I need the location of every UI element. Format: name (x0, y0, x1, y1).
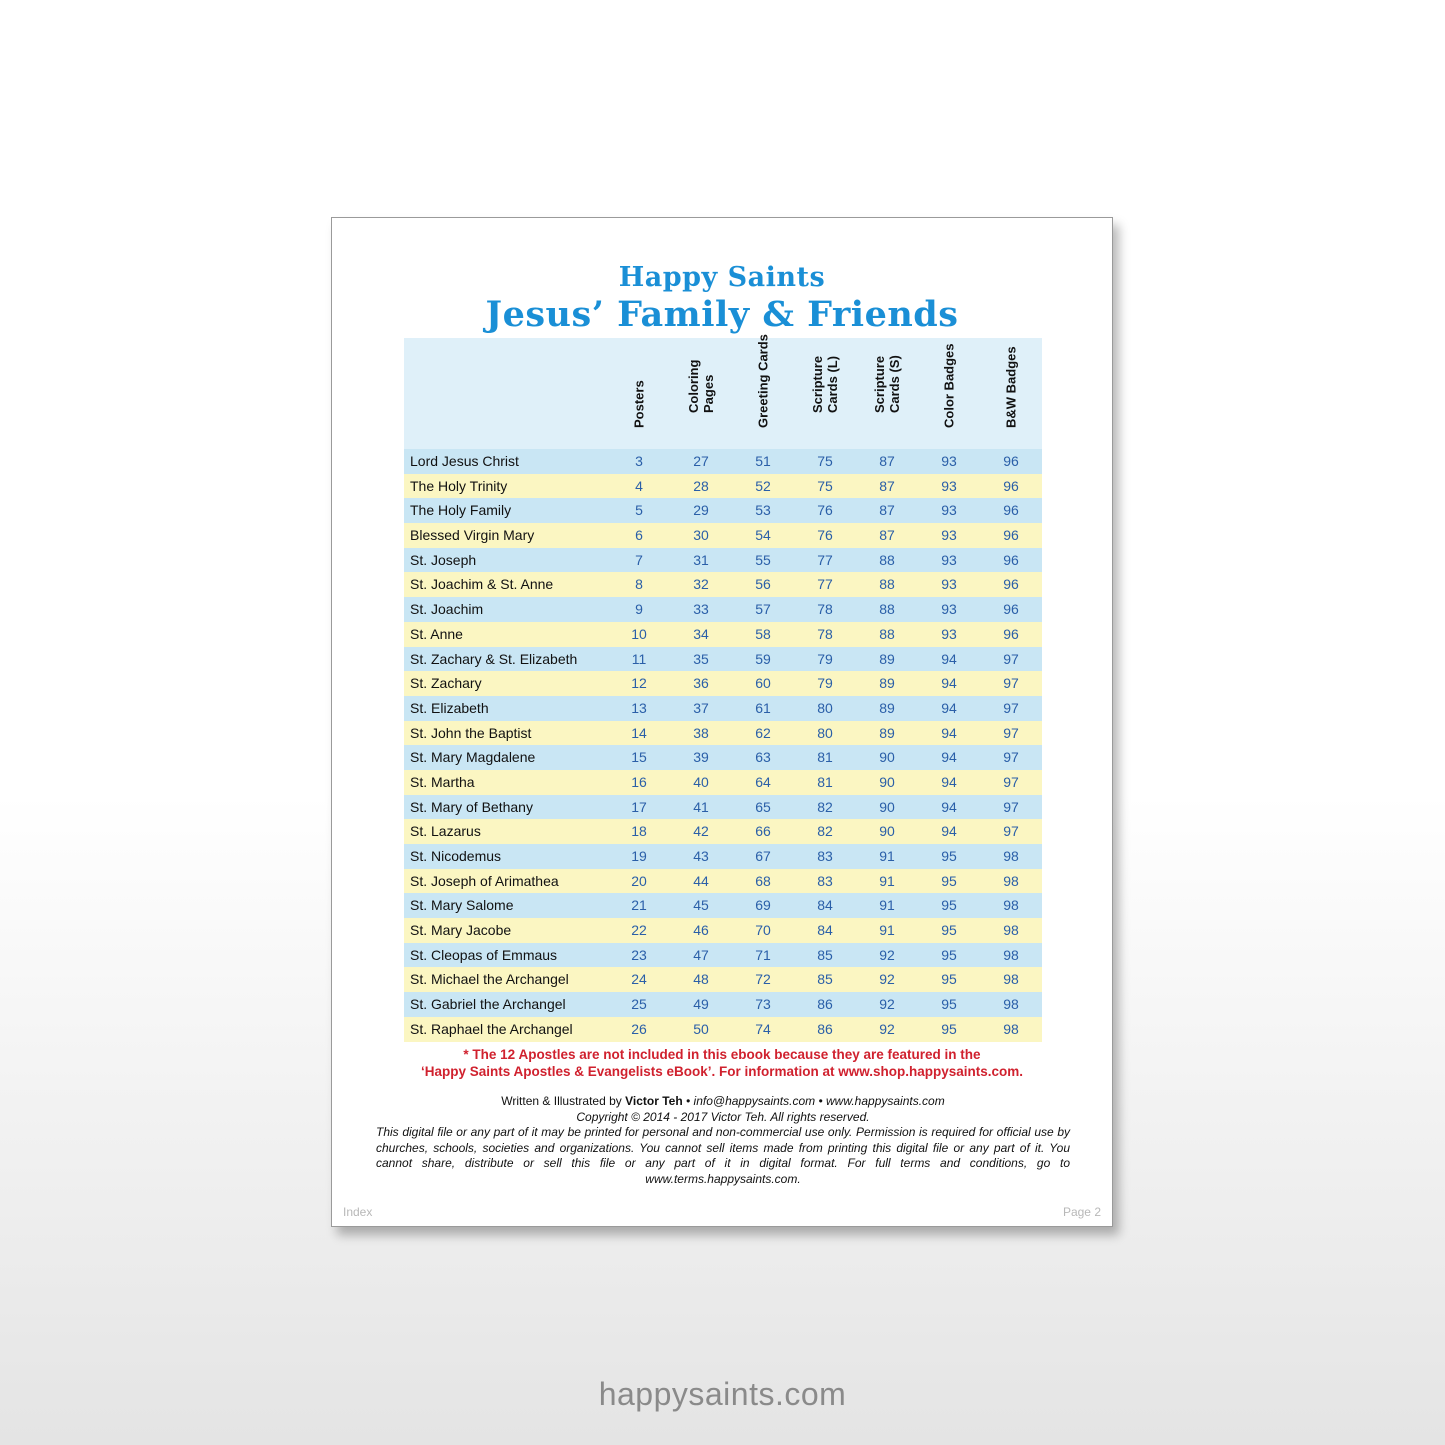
page-number-cell: 96 (1003, 527, 1019, 544)
saint-name: Blessed Virgin Mary (410, 527, 535, 544)
page-number-cell: 96 (1003, 576, 1019, 593)
page-number-cell: 93 (941, 453, 957, 469)
table-row (404, 869, 1042, 894)
page-number-cell: 84 (817, 922, 833, 939)
page-number-cell: 87 (879, 477, 895, 494)
page-number-cell: 82 (817, 823, 833, 840)
page-number-cell: 96 (1003, 601, 1019, 618)
page-number-cell: 89 (879, 675, 895, 692)
page-number-cell: 77 (817, 576, 833, 593)
page-number-cell: 93 (941, 601, 957, 618)
saint-name: St. Mary of Bethany (410, 798, 533, 815)
page-number-cell: 39 (693, 749, 709, 766)
table-row (404, 572, 1042, 597)
page-number-cell: 95 (941, 946, 957, 963)
table-row (404, 770, 1042, 795)
table-row (404, 745, 1042, 770)
saint-name: St. Elizabeth (410, 699, 489, 716)
saint-name: Lord Jesus Christ (410, 453, 519, 469)
page-number-cell: 93 (941, 527, 957, 544)
page-number-cell: 97 (1003, 699, 1019, 716)
page-number-cell: 36 (693, 675, 709, 692)
author-line (376, 1094, 1070, 1110)
page-number-cell: 80 (817, 724, 833, 741)
page-number-cell: 42 (693, 823, 709, 840)
column-header-label: Coloring Pages (686, 359, 716, 413)
page-number-cell: 44 (693, 872, 709, 889)
page-number-cell: 93 (941, 625, 957, 642)
page-number-cell: 76 (817, 502, 833, 519)
page-number-cell: 90 (879, 773, 895, 790)
column-header (939, 337, 959, 443)
page-number-cell: 91 (879, 848, 895, 864)
saint-name: St. Gabriel the Archangel (410, 996, 566, 1013)
page-number-cell: 94 (941, 749, 957, 766)
page-number-cell: 95 (941, 1020, 957, 1037)
page-number-cell: 95 (941, 996, 957, 1013)
page-number-cell: 15 (631, 749, 647, 766)
site-watermark: happysaints.com (598, 1376, 847, 1412)
page-number-cell: 94 (941, 699, 957, 716)
column-header (872, 337, 902, 443)
page-title: Jesus’ Family & Friends (485, 294, 959, 335)
page-number-cell: 66 (755, 823, 771, 840)
page-number-cell: 60 (755, 675, 771, 692)
page-number-cell: 76 (817, 527, 833, 544)
page-number-cell: 82 (817, 798, 833, 815)
page-number-cell: 20 (631, 872, 647, 889)
table-row (404, 819, 1042, 844)
page-number-cell: 98 (1003, 996, 1019, 1013)
page-number-cell: 83 (817, 872, 833, 889)
index-table (404, 334, 1042, 1042)
saint-name: The Holy Trinity (410, 477, 508, 494)
page-number-cell: 10 (631, 625, 647, 642)
page-number-cell: 93 (941, 551, 957, 568)
page-number-cell: 98 (1003, 922, 1019, 939)
page-number-cell: 21 (631, 897, 647, 914)
page-number-cell: 63 (755, 749, 771, 766)
page-number-cell: 78 (817, 625, 833, 642)
page-number-cell: 4 (635, 477, 643, 494)
page-number-cell: 95 (941, 872, 957, 889)
page-number-cell: 86 (817, 996, 833, 1013)
table-row (404, 474, 1042, 499)
page-number-cell: 86 (817, 1020, 833, 1037)
page-number-cell: 13 (631, 699, 647, 716)
page-number-cell: 88 (879, 601, 895, 618)
saint-name: The Holy Family (410, 502, 512, 519)
saint-name: St. Raphael the Archangel (410, 1020, 573, 1037)
page-number-cell: 28 (693, 477, 709, 494)
page-number-cell: 79 (817, 675, 833, 692)
page-number-cell: 31 (693, 551, 709, 568)
page-number-cell: 93 (941, 502, 957, 519)
page-number-cell: 32 (693, 576, 709, 593)
page-number-cell: 37 (693, 699, 709, 716)
page-number-cell: 90 (879, 823, 895, 840)
page-number-cell: 81 (817, 773, 833, 790)
page-number-cell: 98 (1003, 872, 1019, 889)
table-row (404, 893, 1042, 918)
page-number-cell: 96 (1003, 551, 1019, 568)
page-number-cell: 93 (941, 477, 957, 494)
saint-name: St. Mary Jacobe (410, 922, 512, 939)
page-number-cell: 97 (1003, 749, 1019, 766)
page-number-cell: 89 (879, 724, 895, 741)
page-number-cell: 96 (1003, 453, 1019, 469)
credits-prefix: Written & Illustrated by (501, 1094, 626, 1108)
page-number-cell: 94 (941, 823, 957, 840)
page-number-cell: 68 (755, 872, 771, 889)
page-number-cell: 96 (1003, 625, 1019, 642)
column-header (629, 337, 649, 443)
page-number-cell: 97 (1003, 773, 1019, 790)
page-number-cell: 64 (755, 773, 771, 790)
table-row (404, 647, 1042, 672)
page-number-cell: 94 (941, 773, 957, 790)
page-number-cell: 95 (941, 897, 957, 914)
page-number-cell: 55 (755, 551, 771, 568)
page-number-cell: 19 (631, 848, 647, 864)
table-row (404, 498, 1042, 523)
page-number-cell: 26 (631, 1020, 647, 1037)
page-number-cell: 67 (755, 848, 771, 864)
page-number-cell: 53 (755, 502, 771, 519)
saint-name: St. Zachary & St. Elizabeth (410, 650, 578, 667)
saint-name: St. Anne (410, 625, 463, 642)
page-number-cell: 43 (693, 848, 709, 864)
page-number-cell: 92 (879, 996, 895, 1013)
saint-name: St. Cleopas of Emmaus (410, 946, 558, 963)
author-name: Victor Teh (625, 1094, 683, 1108)
page-number-cell: 22 (631, 922, 647, 939)
credits-block (376, 1094, 1070, 1187)
page-number-cell: 87 (879, 453, 895, 469)
page-number-cell: 40 (693, 773, 709, 790)
page-number-cell: 85 (817, 946, 833, 963)
page-number-cell: 16 (631, 773, 647, 790)
table-row (404, 449, 1042, 474)
page-number-cell: 83 (817, 848, 833, 864)
table-row (404, 548, 1042, 573)
table-body (404, 449, 1042, 1042)
page-number-cell: 58 (755, 625, 771, 642)
brand-title: Happy Saints (618, 262, 826, 293)
page-number-cell: 98 (1003, 848, 1019, 864)
page-number-cell: 87 (879, 502, 895, 519)
page-number-cell: 9 (635, 601, 643, 618)
saint-name: St. Joachim (410, 601, 484, 618)
page-number-cell: 50 (693, 1020, 709, 1037)
page-number-cell: 95 (941, 971, 957, 988)
page-number-cell: 18 (631, 823, 647, 840)
page-number-cell: 79 (817, 650, 833, 667)
apostles-note (332, 1046, 1112, 1080)
page-number-cell: 94 (941, 724, 957, 741)
footer-index-label: Index (343, 1205, 373, 1219)
note-line-1: * The 12 Apostles are not included in this ebook because they are featured in the (463, 1047, 981, 1062)
table-row (404, 918, 1042, 943)
page-number-cell: 92 (879, 946, 895, 963)
column-header (686, 337, 716, 443)
page-number-cell: 97 (1003, 675, 1019, 692)
table-row (404, 967, 1042, 992)
copyright-line: Copyright © 2014 - 2017 Victor Teh. All rights reserved. (576, 1109, 870, 1124)
page-number-cell: 73 (755, 996, 771, 1013)
saint-name: St. Joachim & St. Anne (410, 576, 554, 593)
saint-name: St. Joseph of Arimathea (410, 872, 559, 889)
page-number-cell: 91 (879, 897, 895, 914)
table-row (404, 622, 1042, 647)
page-number-cell: 71 (755, 946, 771, 963)
table-row (404, 721, 1042, 746)
page-number-cell: 95 (941, 848, 957, 864)
page-number-cell: 75 (817, 453, 833, 469)
page-number-cell: 94 (941, 675, 957, 692)
page-number-cell: 41 (693, 798, 709, 815)
page-number-cell: 91 (879, 922, 895, 939)
page-number-cell: 88 (879, 551, 895, 568)
page-number-cell: 25 (631, 996, 647, 1013)
page-number-cell: 74 (755, 1020, 771, 1037)
page-number-cell: 17 (631, 798, 647, 815)
page-number-cell: 97 (1003, 650, 1019, 667)
page-number-cell: 54 (755, 527, 771, 544)
page-number-cell: 96 (1003, 502, 1019, 519)
page-number-cell: 12 (631, 675, 647, 692)
page-number-cell: 23 (631, 946, 647, 963)
note-line-2: ‘Happy Saints Apostles & Evangelists eBook’. For information at www.shop.happysaints.com. (420, 1064, 1024, 1079)
table-row (404, 795, 1042, 820)
page-number-cell: 62 (755, 724, 771, 741)
page-number-cell: 80 (817, 699, 833, 716)
page-number-cell: 93 (941, 576, 957, 593)
page-number-cell: 3 (635, 453, 643, 469)
page-number-cell: 98 (1003, 897, 1019, 914)
page-number-cell: 92 (879, 971, 895, 988)
saint-name: St. Mary Salome (410, 897, 514, 914)
page-number-cell: 69 (755, 897, 771, 914)
column-header-label: Posters (631, 380, 647, 428)
page-number-cell: 97 (1003, 724, 1019, 741)
page-number-cell: 34 (693, 625, 709, 642)
page-number-cell: 65 (755, 798, 771, 815)
page-number-cell: 97 (1003, 798, 1019, 815)
column-header (1001, 337, 1021, 443)
saint-name: St. Michael the Archangel (410, 971, 569, 988)
page-number-cell: 30 (693, 527, 709, 544)
table-row (404, 1017, 1042, 1042)
page-number-cell: 97 (1003, 823, 1019, 840)
page-number-cell: 89 (879, 699, 895, 716)
page-number-cell: 61 (755, 699, 771, 716)
page-number-cell: 14 (631, 724, 647, 741)
page-number-cell: 87 (879, 527, 895, 544)
page-number-cell: 5 (635, 502, 643, 519)
column-header-label: Scripture Cards (S) (872, 355, 902, 413)
table-row (404, 671, 1042, 696)
table-row (404, 597, 1042, 622)
page-number-cell: 11 (631, 650, 647, 667)
page-number-cell: 90 (879, 798, 895, 815)
page-number-cell: 35 (693, 650, 709, 667)
page-number-cell: 89 (879, 650, 895, 667)
page-number-cell: 24 (631, 971, 647, 988)
contact-info: • info@happysaints.com • www.happysaints.com (682, 1094, 945, 1108)
page-number-cell: 95 (941, 922, 957, 939)
page-number-cell: 88 (879, 625, 895, 642)
saint-name: St. Mary Magdalene (410, 749, 536, 766)
page-number-cell: 81 (817, 749, 833, 766)
page-number-cell: 48 (693, 971, 709, 988)
page-number-cell: 6 (635, 527, 643, 544)
column-header (753, 334, 773, 443)
saint-name: St. John the Baptist (410, 724, 532, 741)
page-number-cell: 33 (693, 601, 709, 618)
page-number-cell: 49 (693, 996, 709, 1013)
table-row (404, 523, 1042, 548)
table-row (404, 696, 1042, 721)
page-number-cell: 90 (879, 749, 895, 766)
page-number-cell: 52 (755, 477, 771, 494)
document-page (331, 217, 1113, 1227)
page-number-cell: 57 (755, 601, 771, 618)
page-number-cell: 56 (755, 576, 771, 593)
column-header-label: Color Badges (941, 343, 957, 428)
page-number-cell: 92 (879, 1020, 895, 1037)
saint-name: St. Nicodemus (410, 848, 502, 864)
page-number-cell: 38 (693, 724, 709, 741)
page-number-cell: 70 (755, 922, 771, 939)
page-number-cell: 77 (817, 551, 833, 568)
page-number-cell: 96 (1003, 477, 1019, 494)
table-row (404, 844, 1042, 869)
page-number-cell: 98 (1003, 1020, 1019, 1037)
table-header (404, 334, 1042, 449)
saint-name: St. Lazarus (410, 823, 481, 840)
page-number-cell: 94 (941, 650, 957, 667)
column-header (810, 337, 840, 443)
saint-name: St. Zachary (410, 675, 482, 692)
page-number-cell: 85 (817, 971, 833, 988)
saint-name: St. Joseph (410, 551, 477, 568)
table-row (404, 992, 1042, 1017)
page-number-cell: 27 (693, 453, 709, 469)
page-number-cell: 78 (817, 601, 833, 618)
page-number-cell: 94 (941, 798, 957, 815)
column-header-label: Greeting Cards (755, 334, 771, 428)
page-number-cell: 51 (755, 453, 771, 469)
page-number-cell: 98 (1003, 971, 1019, 988)
table-row (404, 943, 1042, 968)
page-number-cell: 8 (635, 576, 643, 593)
column-header-label: Scripture Cards (L) (810, 355, 840, 413)
page-number-cell: 47 (693, 946, 709, 963)
footer-page-number: Page 2 (1062, 1205, 1101, 1219)
legal-text: This digital file or any part of it may be printed for personal and non-commercial use only. Permission is required for official use by churches, schools, societies and organizations. You cannot sell items made from printing this digital file or any part of it. You cannot share, distribute or sell this file or any part of it in digital format. For full terms and conditions, go to www.terms.happysaints.com. (376, 1125, 1070, 1186)
page-number-cell: 91 (879, 872, 895, 889)
page-number-cell: 75 (817, 477, 833, 494)
column-header-label: B&W Badges (1003, 346, 1019, 428)
page-number-cell: 7 (635, 551, 643, 568)
saint-name: St. Martha (410, 773, 475, 790)
page-number-cell: 29 (693, 502, 709, 519)
page-number-cell: 84 (817, 897, 833, 914)
page-number-cell: 98 (1003, 946, 1019, 963)
page-number-cell: 45 (693, 897, 709, 914)
page-number-cell: 46 (693, 922, 709, 939)
page-number-cell: 59 (755, 650, 771, 667)
page-number-cell: 88 (879, 576, 895, 593)
page-number-cell: 72 (755, 971, 771, 988)
